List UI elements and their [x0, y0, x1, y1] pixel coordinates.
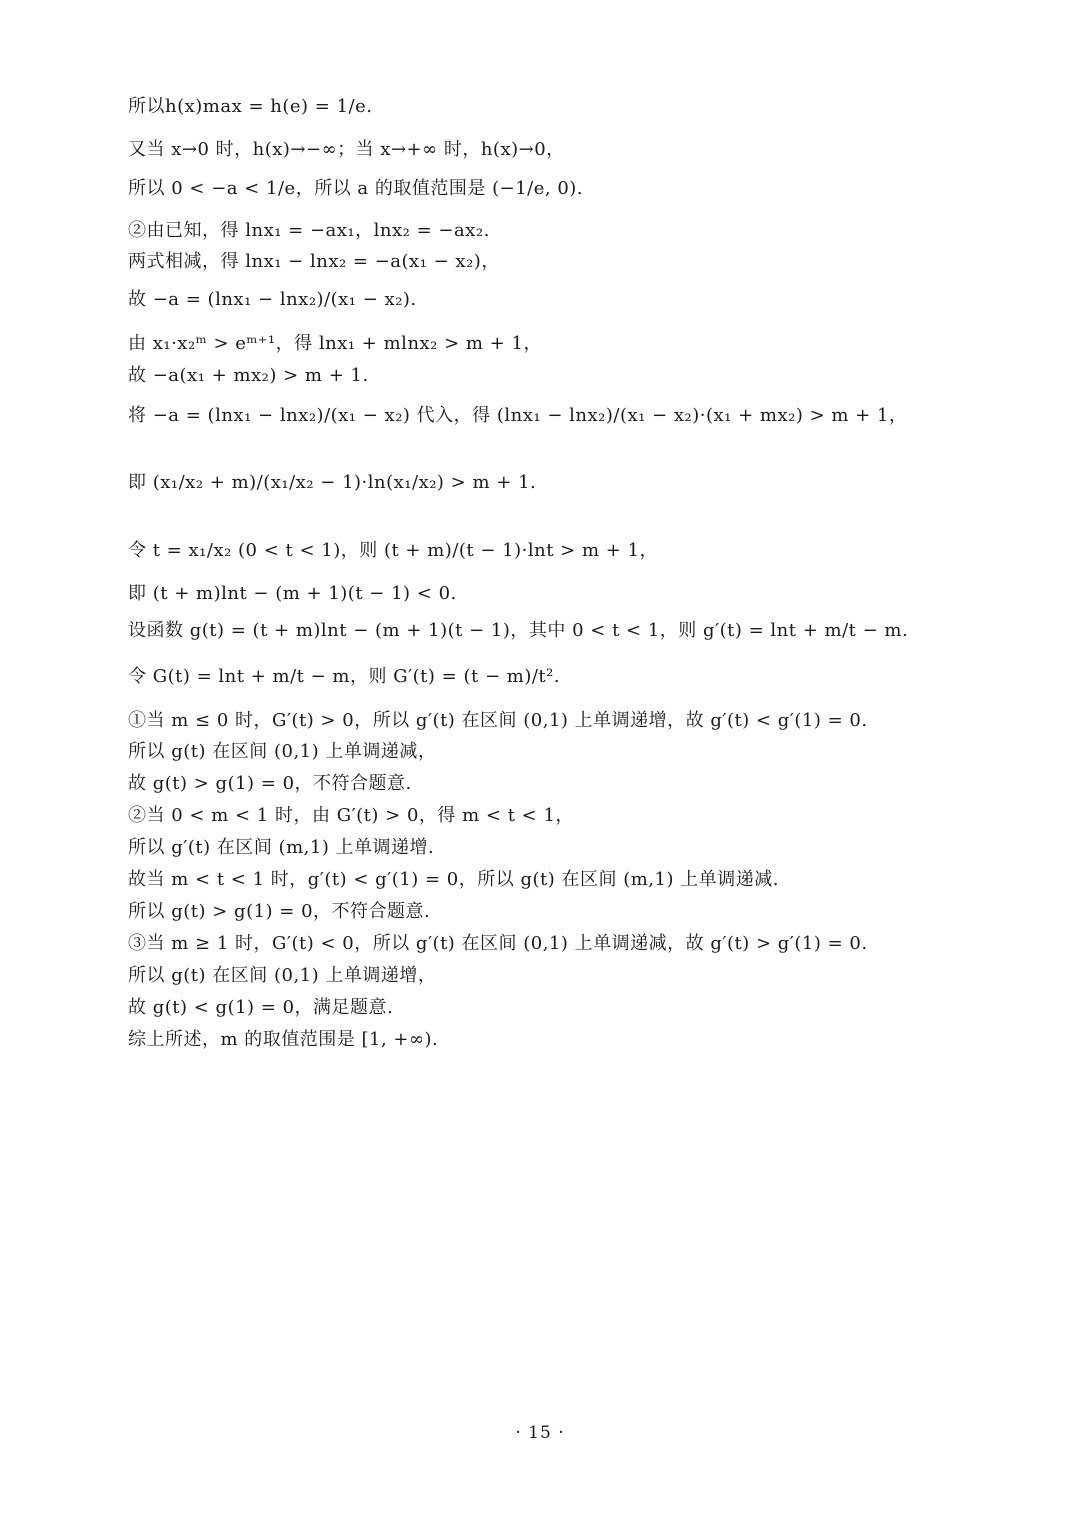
- solution-line-2: 又当 x→0 时，h(x)→−∞；当 x→+∞ 时，h(x)→0，: [128, 139, 565, 160]
- solution-line-16: 所以 g(t) 在区间 (0,1) 上单调递减，: [128, 741, 437, 762]
- solution-line-13: 设函数 g(t) = (t + m)lnt − (m + 1)(t − 1)，其中 0 < t < 1，则 g′(t) = lnt + m/t − m.: [128, 620, 909, 641]
- solution-line-4: ②由已知，得 lnx₁ = −ax₁，lnx₂ = −ax₂.: [128, 220, 490, 241]
- solution-line-19: 所以 g′(t) 在区间 (m,1) 上单调递增.: [128, 837, 435, 858]
- page-number: · 15 ·: [515, 1423, 565, 1443]
- solution-line-10: 即 (x₁/x₂ + m)/(x₁/x₂ − 1)·ln(x₁/x₂) > m + 1.: [128, 472, 537, 493]
- solution-line-15: ①当 m ≤ 0 时，G′(t) > 0，所以 g′(t) 在区间 (0,1) 上单调递增，故 g′(t) < g′(1) = 0.: [128, 710, 868, 731]
- solution-line-20: 故当 m < t < 1 时，g′(t) < g′(1) = 0，所以 g(t) 在区间 (m,1) 上单调递减.: [128, 869, 779, 890]
- solution-line-7: 由 x₁·x₂ᵐ > eᵐ⁺¹，得 lnx₁ + mlnx₂ > m + 1，: [128, 333, 542, 354]
- solution-line-24: 故 g(t) < g(1) = 0，满足题意.: [128, 997, 394, 1018]
- solution-line-18: ②当 0 < m < 1 时，由 G′(t) > 0，得 m < t < 1，: [128, 805, 574, 826]
- solution-line-22: ③当 m ≥ 1 时，G′(t) < 0，所以 g′(t) 在区间 (0,1) 上单调递减，故 g′(t) > g′(1) = 0.: [128, 933, 868, 954]
- solution-line-25: 综上所述，m 的取值范围是 [1, +∞).: [128, 1029, 439, 1050]
- solution-line-1: 所以h(x)max = h(e) = 1/e.: [128, 96, 373, 117]
- solution-line-3: 所以 0 < −a < 1/e，所以 a 的取值范围是 (−1/e, 0).: [128, 178, 584, 199]
- solution-line-21: 所以 g(t) > g(1) = 0，不符合题意.: [128, 901, 431, 922]
- solution-line-8: 故 −a(x₁ + mx₂) > m + 1.: [128, 365, 369, 386]
- solution-line-5: 两式相减，得 lnx₁ − lnx₂ = −a(x₁ − x₂)，: [128, 251, 500, 272]
- solution-line-23: 所以 g(t) 在区间 (0,1) 上单调递增，: [128, 965, 437, 986]
- solution-line-14: 令 G(t) = lnt + m/t − m，则 G′(t) = (t − m)/t².: [128, 666, 561, 687]
- solution-line-6: 故 −a = (lnx₁ − lnx₂)/(x₁ − x₂).: [128, 289, 417, 310]
- solution-line-11: 令 t = x₁/x₂ (0 < t < 1)，则 (t + m)/(t − 1)·lnt > m + 1，: [128, 540, 659, 561]
- solution-line-9: 将 −a = (lnx₁ − lnx₂)/(x₁ − x₂) 代入，得 (lnx₁ − lnx₂)/(x₁ − x₂)·(x₁ + mx₂) > m + 1，: [128, 405, 908, 426]
- solution-line-17: 故 g(t) > g(1) = 0，不符合题意.: [128, 773, 412, 794]
- solution-line-12: 即 (t + m)lnt − (m + 1)(t − 1) < 0.: [128, 583, 457, 604]
